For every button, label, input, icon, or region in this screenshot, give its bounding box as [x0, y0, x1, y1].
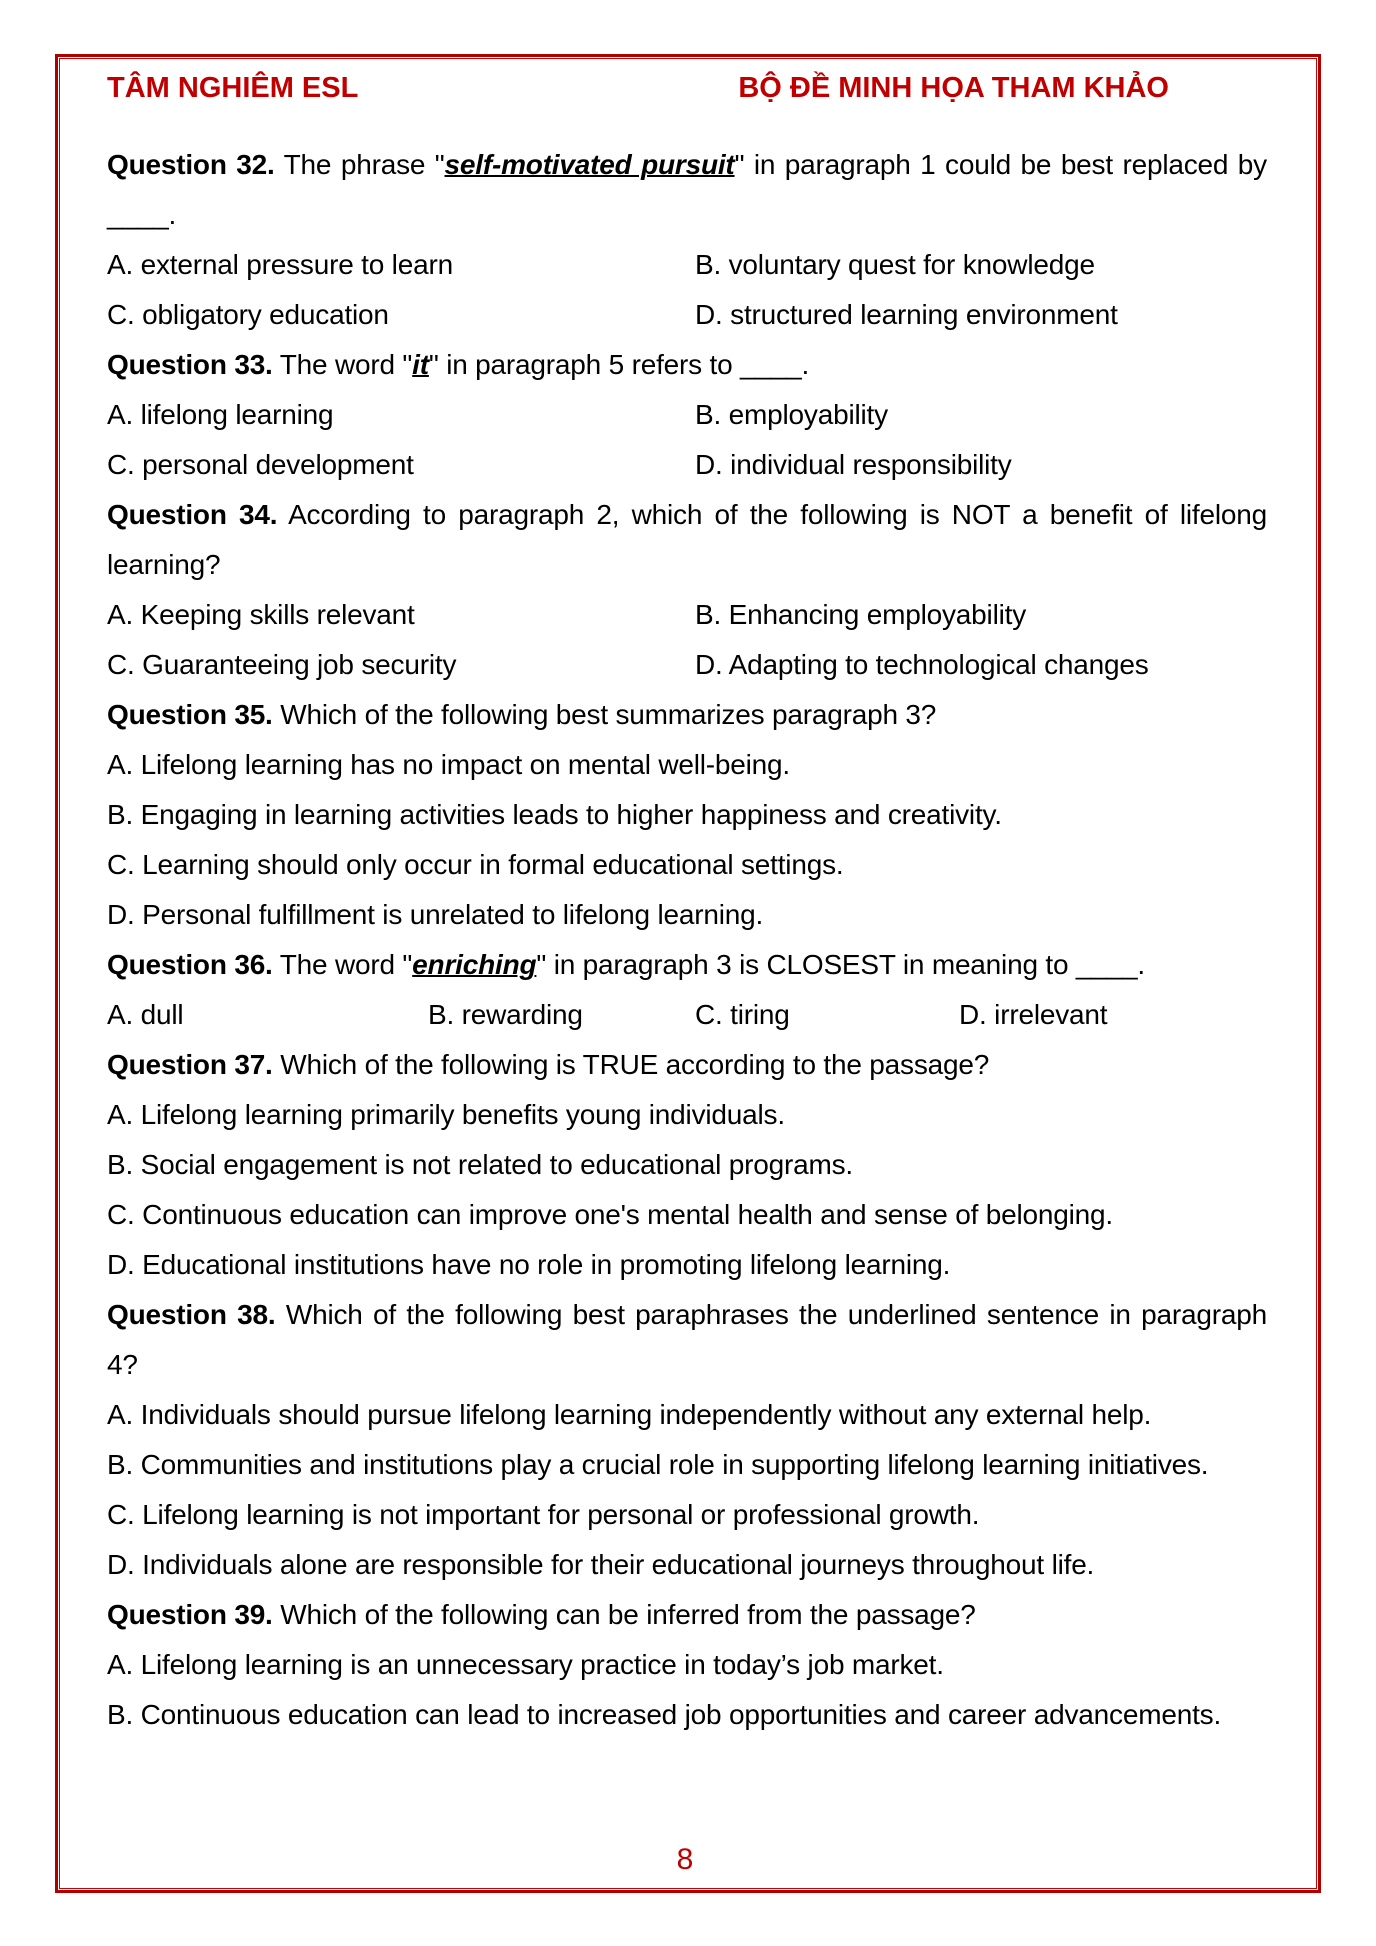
- question-stem: [107, 1290, 1267, 1390]
- question-block: [107, 940, 1267, 1040]
- question-stem: [107, 690, 1267, 740]
- answer-options: [107, 390, 1267, 490]
- answer-option: A. Keeping skills relevant: [107, 599, 415, 630]
- answer-option: D. Personal fulfillment is unrelated to lifelong learning.: [107, 899, 764, 930]
- question-block: [107, 1590, 1267, 1740]
- question-block: [107, 690, 1267, 940]
- answer-option: B. Continuous education can lead to increased job opportunities and career advancements.: [107, 1699, 1222, 1730]
- stem-text: " in paragraph 1 could be best replaced by ____.: [107, 149, 1267, 230]
- stem-text: Which of the following best paraphrases the underlined sentence in paragraph 4?: [107, 1299, 1267, 1380]
- answer-option: B. Enhancing employability: [695, 599, 1026, 630]
- answer-options: [107, 1390, 1267, 1590]
- answer-option: B. employability: [695, 399, 888, 430]
- question-label: Question 37.: [107, 1049, 273, 1080]
- answer-option: C. Guaranteeing job security: [107, 649, 457, 680]
- answer-option: A. Lifelong learning is an unnecessary practice in today’s job market.: [107, 1649, 944, 1680]
- answer-options: [107, 240, 1267, 340]
- answer-option: C. obligatory education: [107, 299, 389, 330]
- stem-text: According to paragraph 2, which of the following is NOT a benefit of lifelong learning?: [107, 499, 1267, 580]
- key-phrase: self-motivated pursuit: [444, 149, 735, 180]
- answer-option: C. personal development: [107, 449, 414, 480]
- question-block: [107, 340, 1267, 490]
- answer-option: A. Lifelong learning primarily benefits young individuals.: [107, 1099, 785, 1130]
- answer-option: A. Individuals should pursue lifelong learning independently without any external help.: [107, 1399, 1152, 1430]
- question-label: Question 35.: [107, 699, 273, 730]
- question-label: Question 39.: [107, 1599, 273, 1630]
- page-footer: [55, 1843, 1315, 1877]
- answer-option: A. lifelong learning: [107, 399, 334, 430]
- answer-option: D. structured learning environment: [695, 299, 1118, 330]
- header-title: BỘ ĐỀ MINH HỌA THAM KHẢO: [738, 72, 1169, 104]
- answer-options: [107, 1640, 1267, 1740]
- question-label: Question 36.: [107, 949, 273, 980]
- answer-option: B. Communities and institutions play a crucial role in supporting lifelong learning initiatives.: [107, 1449, 1209, 1480]
- answer-option: D. Educational institutions have no role in promoting lifelong learning.: [107, 1249, 951, 1280]
- answer-options: [107, 1090, 1267, 1290]
- key-phrase: it: [412, 349, 429, 380]
- stem-text: Which of the following is TRUE according to the passage?: [280, 1049, 990, 1080]
- answer-option: A. external pressure to learn: [107, 249, 453, 280]
- stem-text: " in paragraph 5 refers to ____.: [428, 349, 810, 380]
- questions: [107, 140, 1267, 1740]
- question-stem: [107, 140, 1267, 240]
- stem-text: " in paragraph 3 is CLOSEST in meaning to ____.: [536, 949, 1146, 980]
- answer-option: D. irrelevant: [959, 999, 1108, 1030]
- answer-option: B. Engaging in learning activities leads to higher happiness and creativity.: [107, 799, 1002, 830]
- question-label: Question 34.: [107, 499, 278, 530]
- stem-text: The phrase ": [283, 149, 445, 180]
- answer-options: [107, 590, 1267, 690]
- answer-options: [107, 740, 1267, 940]
- question-stem: [107, 1590, 1267, 1640]
- question-label: Question 32.: [107, 149, 275, 180]
- stem-text: The word ": [279, 949, 413, 980]
- answer-option: C. tiring: [695, 999, 790, 1030]
- question-stem: [107, 1040, 1267, 1090]
- answer-option: D. Individuals alone are responsible for their educational journeys throughout life.: [107, 1549, 1095, 1580]
- question-block: [107, 140, 1267, 340]
- stem-text: Which of the following best summarizes paragraph 3?: [280, 699, 937, 730]
- answer-option: A. dull: [107, 999, 184, 1030]
- stem-text: The word ": [279, 349, 413, 380]
- page-header: [107, 72, 1269, 105]
- answer-option: B. voluntary quest for knowledge: [695, 249, 1095, 280]
- answer-options: [107, 990, 1267, 1040]
- header-brand: TÂM NGHIÊM ESL: [107, 72, 359, 104]
- page-number: 8: [676, 1843, 694, 1876]
- answer-option: C. Lifelong learning is not important for personal or professional growth.: [107, 1499, 980, 1530]
- question-label: Question 38.: [107, 1299, 276, 1330]
- question-stem: [107, 940, 1267, 990]
- answer-option: C. Learning should only occur in formal educational settings.: [107, 849, 844, 880]
- question-stem: [107, 340, 1267, 390]
- answer-option: C. Continuous education can improve one's mental health and sense of belonging.: [107, 1199, 1113, 1230]
- answer-option: D. Adapting to technological changes: [695, 649, 1149, 680]
- stem-text: Which of the following can be inferred from the passage?: [280, 1599, 976, 1630]
- answer-option: B. rewarding: [428, 999, 583, 1030]
- answer-option: A. Lifelong learning has no impact on mental well-being.: [107, 749, 790, 780]
- question-block: [107, 1040, 1267, 1290]
- answer-option: D. individual responsibility: [695, 449, 1012, 480]
- question-block: [107, 490, 1267, 690]
- key-phrase: enriching: [412, 949, 537, 980]
- answer-option: B. Social engagement is not related to educational programs.: [107, 1149, 854, 1180]
- question-label: Question 33.: [107, 349, 273, 380]
- question-stem: [107, 490, 1267, 590]
- question-block: [107, 1290, 1267, 1590]
